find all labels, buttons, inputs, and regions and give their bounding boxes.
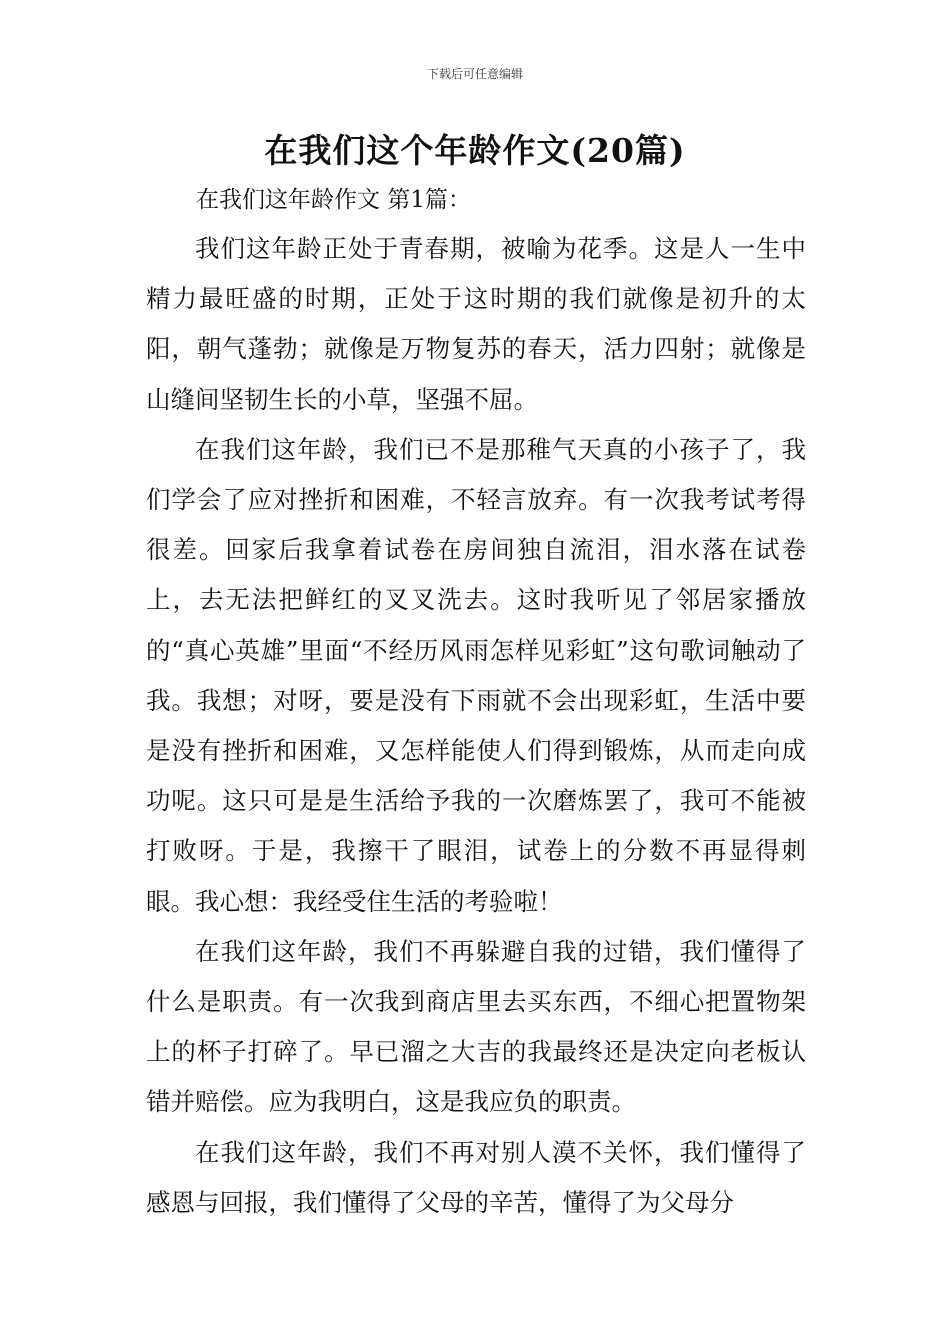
- paragraph-2: 在我们这年龄，我们已不是那稚气天真的小孩子了，我们学会了应对挫折和困难，不轻言放弃。有一次我考试考得很差。回家后我拿着试卷在房间独自流泪，泪水落在试卷上，去无法把鲜红的叉叉洗去。这时我听见了邻居家播放的“真心英雄”里面“不经历风雨怎样见彩虹”这句歌词触动了我。我想；对呀，要是没有下雨就不会出现彩虹，生活中要是没有挫折和困难，又怎样能使人们得到锻炼，从而走向成功呢。这只可是是生活给予我的一次磨炼罢了，我可不能被打败呀。于是，我擦干了眼泪，试卷上的分数不再显得刺眼。我心想：我经受住生活的考验啦！: [146, 434, 806, 916]
- essay-subtitle: 在我们这年龄作文 第1篇：: [196, 187, 471, 213]
- header-note: 下载后可任意编辑: [426, 67, 523, 81]
- document-body: [146, 224, 806, 1228]
- document-title: 在我们这个年龄作文(20篇): [264, 131, 686, 170]
- paragraph-1: 我们这年龄正处于青春期，被喻为花季。这是人一生中精力最旺盛的时期，正处于这时期的我们就像是初升的太阳，朝气蓬勃；就像是万物复苏的春天，活力四射；就像是山缝间坚韧生长的小草，坚强不屈。: [146, 234, 806, 414]
- paragraph-3: 在我们这年龄，我们不再躲避自我的过错，我们懂得了什么是职责。有一次我到商店里去买东西，不细心把置物架上的杯子打碎了。早已溜之大吉的我最终还是决定向老板认错并赔偿。应为我明白，这是我应负的职责。: [146, 936, 806, 1117]
- paragraph-4: 在我们这年龄，我们不再对别人漠不关怀，我们懂得了感恩与回报，我们懂得了父母的辛苦，懂得了为父母分: [146, 1137, 806, 1217]
